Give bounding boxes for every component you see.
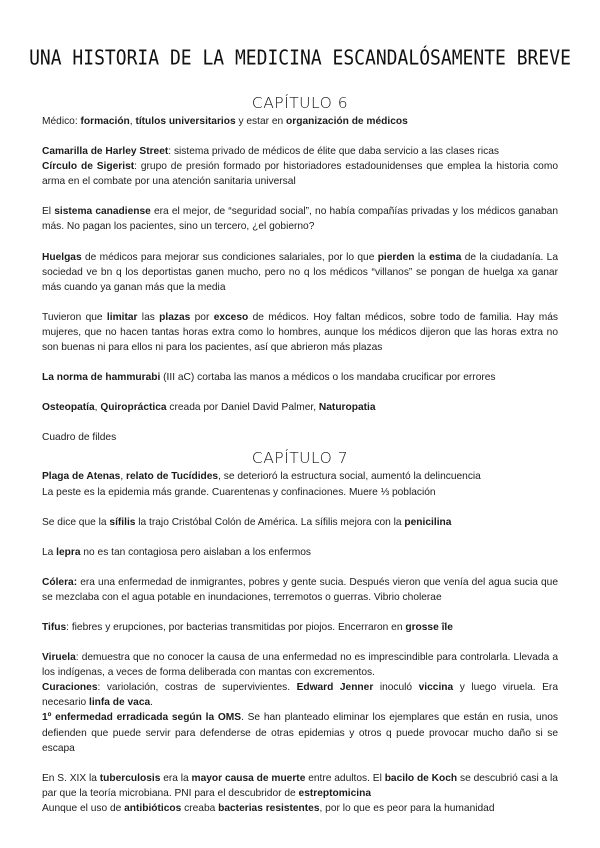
text-run: . Se han planteado eliminar los ejemplares que están en rusia, unos defienden que puede servir para defenderse de otras epidemias y otros q puede provocar mucho daño si se escapa — [42, 712, 558, 754]
bold-term: pierden — [377, 251, 415, 263]
chapter-heading: CAPÍTULO 6 — [251, 94, 349, 112]
text-run: , por lo que es peor para la humanidad — [319, 802, 495, 814]
paragraph — [42, 250, 558, 295]
text-run: de médicos para mejorar sus condiciones salariales, por lo que — [81, 251, 378, 263]
bold-term: linfa de vaca — [89, 697, 151, 709]
paragraph-gap — [42, 415, 558, 430]
text-run: la trajo Cristóbal Colón de América. La sífilis mejora con la — [135, 516, 405, 528]
text-run: entre adultos. El — [305, 772, 385, 784]
bold-term: Plaga de Atenas — [42, 471, 121, 483]
text-run: creada por Daniel David Palmer, — [166, 402, 319, 414]
document-title: UNA HISTORIA DE LA MEDICINA ESCANDALÓSAMENTE BREVE — [29, 46, 571, 71]
paragraph — [42, 680, 558, 710]
paragraph — [42, 310, 558, 355]
paragraph — [42, 620, 558, 635]
text-run: por — [190, 311, 214, 323]
text-run: La — [42, 546, 57, 558]
bold-term: viccina — [418, 682, 454, 694]
paragraph-gap — [42, 129, 558, 144]
paragraph — [42, 400, 558, 415]
bold-term: Viruela — [42, 652, 76, 664]
bold-term: penicilina — [404, 516, 452, 528]
paragraph-gap — [42, 635, 558, 650]
text-run: Tuvieron que — [42, 311, 107, 323]
bold-term: Curaciones — [42, 682, 98, 694]
bold-term: Huelgas — [42, 251, 82, 263]
paragraph-gap — [42, 189, 558, 204]
bold-term: sistema canadiense — [54, 206, 151, 218]
bold-term: organización de médicos — [286, 116, 408, 127]
text-run: : grupo de presión formado por historiadores estadounidenses que emplea la historia como arma en el combate por una atención sanitaria universal — [42, 161, 558, 188]
text-run: : fiebres y erupciones, por bacterias transmitidas por piojos. Encerraron en — [66, 621, 406, 633]
text-run: inoculó — [373, 682, 419, 694]
chapter-6-section — [42, 94, 558, 445]
paragraph-gap — [42, 235, 558, 250]
bold-term: Tifus — [42, 621, 67, 633]
bold-term: estima — [429, 251, 462, 263]
text-run: Se dice que la — [42, 516, 110, 528]
paragraph — [42, 144, 558, 159]
text-run: era el mejor, de “seguridad social”, no había compañías privadas y los médicos ganaban más. No pagan los pacientes, sino un tercero, ¿el gobierno? — [42, 206, 558, 233]
text-run: (III aC) cortaba las manos a médicos o los mandaba crucificar por errores — [160, 372, 496, 384]
paragraph — [42, 515, 558, 530]
text-run: En S. XIX la — [42, 772, 100, 784]
paragraph — [42, 469, 558, 484]
bold-term: Cólera: — [42, 576, 78, 588]
chapter-body — [42, 469, 558, 816]
text-run: la — [414, 251, 430, 263]
text-run: , — [129, 116, 136, 127]
paragraph — [42, 710, 558, 755]
paragraph-gap — [42, 530, 558, 545]
paragraph — [42, 545, 558, 560]
text-run: Cuadro de fildes — [42, 432, 117, 444]
chapter-body — [42, 114, 558, 445]
bold-term: plazas — [159, 311, 191, 323]
bold-term: exceso — [213, 311, 249, 323]
text-run: : variolación, costras de supervivientes. — [97, 682, 297, 694]
text-run: de la ciudadanía. La sociedad ve bn q los deportistas ganen mucho, pero no q los médicos “villanos” se pongan de huelga xa ganar más cuando ya ganan más que la media — [42, 251, 559, 293]
text-run: : sistema privado de médicos de élite que daba servicio a las clases ricas — [168, 146, 499, 158]
bold-term: Osteopatía — [42, 402, 95, 414]
bold-term: estreptomicina — [298, 787, 371, 799]
text-run: era una enfermedad de inmigrantes, pobres y gente sucia. Después vieron que venía del agua sucia que se mezclaba con el agua potable en inundaciones, terremotos o guerras. Vibrio cholerae — [42, 576, 558, 603]
paragraph — [42, 114, 558, 129]
paragraph — [42, 771, 558, 801]
bold-term: lepra — [56, 546, 81, 558]
text-run: Aunque el uso de — [42, 802, 125, 814]
text-run: no es tan contagiosa pero aislaban a los enfermos — [80, 546, 312, 558]
bold-term: tuberculosis — [99, 772, 161, 784]
bold-term: Quiropráctica — [100, 402, 167, 414]
bold-term: 1º enfermedad erradicada según la OMS — [42, 712, 242, 724]
bold-term: antibióticos — [124, 802, 182, 814]
text-run: . — [150, 697, 154, 709]
text-run: : demuestra que no conocer la causa de una enfermedad no es imprescindible para controlarla. Llevada a los indígenas, a veces de forma deliberada con mantas con excrementos. — [42, 652, 558, 679]
paragraph — [42, 430, 558, 445]
bold-term: grosse île — [405, 621, 453, 633]
paragraph — [42, 801, 558, 816]
text-run: creaba — [181, 802, 219, 814]
paragraph — [42, 485, 558, 500]
text-run: era la — [160, 772, 192, 784]
bold-term: bacterias resistentes — [218, 802, 320, 814]
text-run: El — [42, 206, 55, 218]
bold-term: Círculo de Sigerist — [42, 161, 135, 173]
paragraph — [42, 575, 558, 605]
bold-term: mayor causa de muerte — [191, 772, 306, 784]
text-run: Médico: — [42, 116, 81, 127]
paragraph — [42, 650, 558, 680]
bold-term: bacilo de Koch — [384, 772, 458, 784]
text-run: y luego viruela. Era necesario — [42, 682, 558, 709]
text-run: , — [94, 402, 101, 414]
text-run: , — [120, 471, 126, 483]
bold-term: relato de Tucídides — [126, 471, 219, 483]
bold-term: sífilis — [109, 516, 136, 528]
paragraph — [42, 204, 558, 234]
chapter-7-section — [42, 449, 558, 816]
bold-term: limitar — [106, 311, 138, 323]
paragraph-gap — [42, 295, 558, 310]
text-run: y estar en — [235, 116, 287, 127]
text-run: , se deterioró la estructura social, aumentó la delincuencia — [218, 471, 481, 483]
paragraph-gap — [42, 500, 558, 515]
paragraph-gap — [42, 605, 558, 620]
text-run: de médicos. Hoy faltan médicos, sobre todo de familia. Hay más mujeres, que no hacen tantas horas extra como lo hombres, aunque los médicos dijeron que las horas extra no son buenas ni para ellos ni para los pacientes, así que abrieron más plazas — [42, 311, 558, 354]
text-run: La peste es la epidemia más grande. Cuarentenas y confinaciones. Muere ⅓ población — [42, 486, 436, 498]
paragraph — [42, 370, 558, 385]
text-run: se descubrió casi a la par que la teoría microbiana. PNI para el descubridor de — [42, 772, 558, 799]
paragraph-gap — [42, 756, 558, 771]
paragraph-gap — [42, 385, 558, 400]
paragraph — [42, 159, 558, 189]
paragraph-gap — [42, 560, 558, 575]
paragraph-gap — [42, 355, 558, 370]
text-run: las — [137, 311, 160, 323]
bold-term: Naturopatia — [318, 402, 376, 414]
bold-term: títulos universitarios — [135, 116, 236, 127]
bold-term: Edward Jenner — [296, 682, 374, 694]
bold-term: La norma de hammurabi — [42, 372, 161, 384]
bold-term: Camarilla de Harley Street — [42, 146, 169, 158]
document-content — [42, 94, 558, 816]
chapter-heading: CAPÍTULO 7 — [251, 449, 349, 468]
bold-term: formación — [80, 116, 130, 127]
